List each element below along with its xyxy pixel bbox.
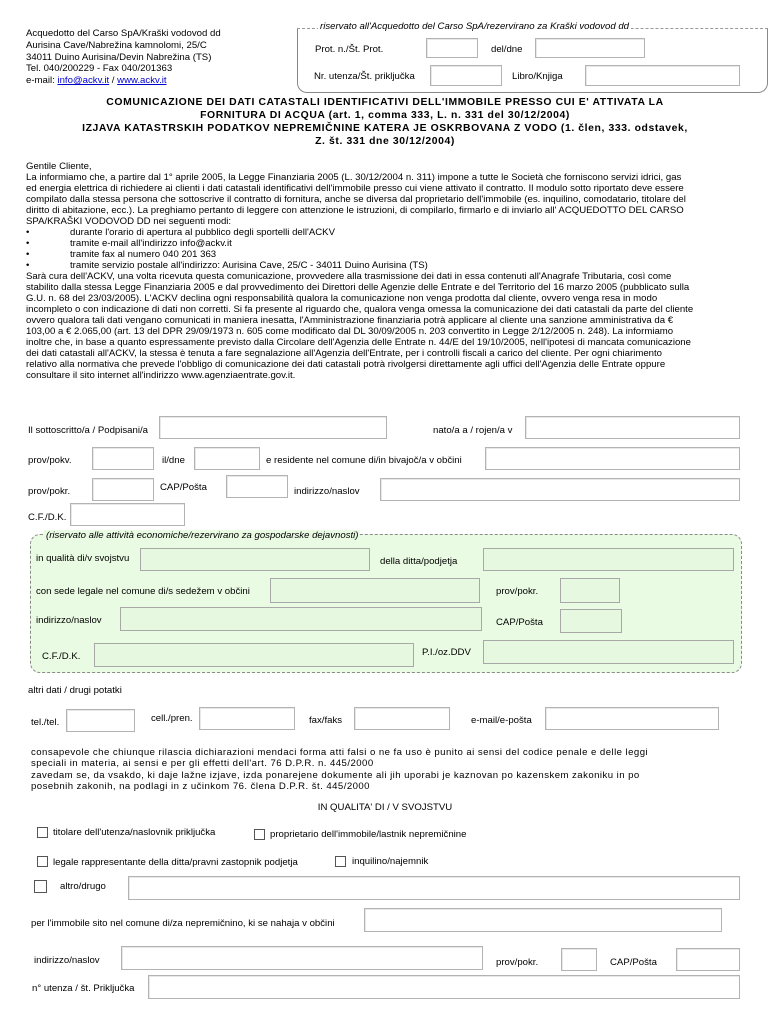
para-line: dei dati catastali all'ACKV, la stessa è tenuta a fare segnalazione all'Agenzia dell'Entrate, per i controlli fiscali a carico del cliente. Per ogni chiarimento	[26, 348, 663, 359]
comune-residenza-field[interactable]	[485, 447, 740, 470]
title-line-1: COMUNICAZIONE DEI DATI CATASTALI IDENTIFICATIVI DELL'IMMOBILE PRESSO CUI E' ATTIVATA LA	[106, 97, 664, 108]
legale-checkbox[interactable]	[37, 856, 48, 867]
website-link[interactable]: www.ackv.it	[117, 75, 167, 86]
cf-field[interactable]	[70, 503, 185, 526]
bullet-item: durante l'orario di apertura al pubblico degli sportelli dell'ACKV	[70, 227, 335, 238]
cap-label: CAP/Pošta	[610, 957, 657, 968]
altro-field[interactable]	[128, 876, 740, 900]
company-name: Acquedotto del Carso SpA/Kraški vodovod dd	[26, 28, 221, 39]
intro-line: compilato dalla stessa persona che sottoscrive il contratto di fornitura, anche se diversa dal proprietario dell'immobile (es. inquilino, comodatario, titolare del	[26, 194, 686, 205]
indirizzo-label: indirizzo/naslov	[294, 486, 360, 497]
inquilino-label: inquilino/najemnik	[352, 856, 429, 867]
altri-label: altri dati / drugi potatki	[28, 685, 122, 696]
company-contacts	[26, 75, 167, 86]
sede-cap-field[interactable]	[560, 609, 622, 633]
intro-line: La informiamo che, a partire dal 1° aprile 2005, la Legge Finanziaria 2005 (L. 30/12/2004 n. 311) impone a tutte le Società che forniscono servizi idrici, gas	[26, 172, 682, 183]
prov-label: prov/pokr.	[28, 486, 71, 497]
indirizzo-field[interactable]	[380, 478, 740, 501]
sede-indirizzo-field[interactable]	[120, 607, 482, 631]
prov-label: prov/pokv.	[28, 455, 72, 466]
declaration-line: posebnih zakonih, na podlagi in z učinkom 76. člena D.P.R. št. 445/2000	[31, 781, 370, 792]
comune-label: per l'immobile sito nel comune di/za nepremičnino, ki se nahaja v občini	[31, 918, 335, 929]
prov-label: prov/pokr.	[496, 957, 539, 968]
intro-line: diritto di abitazione, ecc.). La preghiamo pertanto di leggere con attenzione le istruzioni, di compilarlo, firmarlo e di inviarlo all' ACQUEDOTTO DEL CARSO	[26, 205, 684, 216]
prov-label: prov/pokr.	[496, 586, 539, 597]
bullet: •	[26, 238, 30, 249]
bullet: •	[26, 260, 30, 271]
cap-field[interactable]	[226, 475, 288, 498]
prot-date-field[interactable]	[535, 38, 645, 58]
prov-nascita-field[interactable]	[92, 447, 154, 470]
tel-field[interactable]	[66, 709, 135, 732]
company-phone: Tel. 040/200229 - Fax 040/201363	[26, 63, 173, 74]
declaration-line: consapevole che chiunque rilascia dichiarazioni mendaci forma atti falsi o ne fa uso è punito ai sensi del codice penale e delle leggi	[31, 747, 649, 758]
cf-label: C.F./D.K.	[28, 512, 67, 523]
cap-label: CAP/Pošta	[160, 482, 207, 493]
cap-label: CAP/Pošta	[496, 617, 543, 628]
prov-residenza-field[interactable]	[92, 478, 154, 501]
title-line-3: IZJAVA KATASTRSKIH PODATKOV NEPREMIČNINE KATERA JE OSKRBOVANA Z VODO (1. člen, 333. odstavek,	[82, 123, 688, 134]
para-line: inoltre che, in base a quanto espressamente previsto dalla Circolare dell'Agenzia delle Entrate n. 44/E del 19/10/2005, nell'ipotesi di mancata comunicazione	[26, 337, 691, 348]
company-address: Aurisina Cave/Nabrežina kamnolomi, 25/C	[26, 40, 207, 51]
bullet-item: tramite fax al numero 040 201 363	[70, 249, 217, 260]
ditta-field[interactable]	[483, 548, 734, 571]
para-line: Sarà cura dell'ACKV, una volta ricevuta questa comunicazione, provvedere alla trasmissione dei dati in essa contenuti all'Anagrafe Tributaria, così come	[26, 271, 672, 282]
intro-line: SPA/KRAŠKI VODOVOD DD nei seguenti modi:	[26, 216, 232, 227]
piva-field[interactable]	[483, 640, 734, 664]
company-city: 34011 Duino Aurisina/Devin Nabrežina (TS)	[26, 52, 212, 63]
data-nascita-field[interactable]	[194, 447, 260, 470]
title-line-2: FORNITURA DI ACQUA (art. 1, comma 333, L. n. 331 del 30/12/2004)	[200, 110, 570, 121]
il-label: il/dne	[162, 455, 185, 466]
titolare-label: titolare dell'utenza/naslovnik priključka	[53, 827, 216, 838]
bullet: •	[26, 249, 30, 260]
para-line: stabilito dalla stessa Legge Finanziaria 2005 e dal provvedimento dei Direttori delle Agenzie delle Entrate e del Territorio del 16 marzo 2005 (pubblicato sulla	[26, 282, 690, 293]
inquilino-checkbox[interactable]	[335, 856, 346, 867]
sede-field[interactable]	[270, 578, 480, 603]
sottoscritto-label: Il sottoscritto/a / Podpisani/a	[28, 425, 148, 436]
immobile-prov-field[interactable]	[561, 948, 597, 971]
intro-line: ed energia elettrica di richiedere ai clienti i dati catastali identificativi dell'immobile presso cui viene attivato il contratto. Il modulo sotto riportato deve essere	[26, 183, 684, 194]
libro-field[interactable]	[585, 65, 740, 86]
company-section-title: (riservato alle attività economiche/rezervirano za gospodarske dejavnosti)	[46, 530, 359, 541]
residente-label: e residente nel comune di/in bivajoč/a v občini	[266, 455, 462, 466]
email-field[interactable]	[545, 707, 719, 730]
declaration-line: speciali in materia, ai sensi e per gli effetti dell'art. 76 D.P.R. n. 445/2000	[31, 758, 374, 769]
piva-label: P.I./oz.DDV	[422, 647, 471, 658]
altro-label: altro/drugo	[60, 881, 106, 892]
qualita-heading: IN QUALITA' DI / V SVOJSTVU	[317, 802, 453, 813]
comune-immobile-field[interactable]	[364, 908, 722, 932]
altro-checkbox[interactable]	[34, 880, 47, 893]
immobile-indirizzo-field[interactable]	[121, 946, 483, 970]
greeting: Gentile Cliente,	[26, 161, 92, 172]
titolare-checkbox[interactable]	[37, 827, 48, 838]
cf-label: C.F./D.K.	[42, 651, 81, 662]
nato-field[interactable]	[525, 416, 740, 439]
fax-field[interactable]	[354, 707, 450, 730]
email-sep: /	[109, 75, 118, 86]
reserved-title: riservato all'Acquedotto del Carso SpA/rezervirano za Kraški vodovod dd	[320, 21, 629, 32]
qualita-field[interactable]	[140, 548, 370, 571]
proprietario-checkbox[interactable]	[254, 829, 265, 840]
title-line-4: Z. št. 331 dne 30/12/2004)	[315, 136, 455, 147]
sede-prov-field[interactable]	[560, 578, 620, 603]
tel-label: tel./tel.	[31, 717, 60, 728]
utenza-label: n° utenza / št. Priključka	[32, 983, 135, 994]
sottoscritto-field[interactable]	[159, 416, 387, 439]
qualita-label: in qualità di/v svojstvu	[36, 553, 130, 564]
indirizzo-label: indirizzo/naslov	[36, 615, 102, 626]
email-prefix: e-mail:	[26, 75, 58, 86]
immobile-cap-field[interactable]	[676, 948, 740, 971]
prot-number-field[interactable]	[426, 38, 478, 58]
bullet-item: tramite e-mail all'indirizzo info@ackv.it	[70, 238, 232, 249]
cell-label: cell./pren.	[151, 713, 193, 724]
cell-field[interactable]	[199, 707, 295, 730]
prot-label: Prot. n./Št. Prot.	[315, 44, 384, 55]
bullet: •	[26, 227, 30, 238]
bullet-item: tramite servizio postale all'indirizzo: Aurisina Cave, 25/C - 34011 Duino Aurisina (TS)	[70, 260, 428, 271]
proprietario-label: proprietario dell'immobile/lastnik nepremičnine	[270, 829, 467, 840]
ditta-label: della ditta/podjetja	[380, 556, 458, 567]
legale-label: legale rappresentante della ditta/pravni zastopnik podjetja	[53, 857, 298, 868]
email-link[interactable]: info@ackv.it	[57, 75, 110, 86]
immobile-utenza-field[interactable]	[148, 975, 740, 999]
declaration-line: zavedam se, da vsakdo, ki daje lažne izjave, izda ponarejene dokumente ali jih uporabi je kaznovan po kazenskem zakoniku in po	[31, 770, 640, 781]
nato-label: nato/a a / rojen/a v	[433, 425, 513, 436]
para-line: G.U. n. 68 del 23/03/2005). L'ACKV declina ogni responsabilità qualora la comunicazione non venga prodotta dal cliente, ovvero venga resa in modo	[26, 293, 658, 304]
para-line: ovvero qualora tali dati vengano comunicati in maniera inesatta, l'Amministrazione finanziaria potrà applicare al cliente una sanzione amministrativa da €	[26, 315, 674, 326]
date-label: del/dne	[491, 44, 523, 55]
para-line: consultare il sito internet all'indirizzo www.agenziaentrate.gov.it.	[26, 370, 296, 381]
company-cf-field[interactable]	[94, 643, 414, 667]
indirizzo-label: indirizzo/naslov	[34, 955, 100, 966]
email-label: e-mail/e-pošta	[471, 715, 532, 726]
para-line: incompleto o con indicazione di dati non corretti. Si fa presente al riguardo che, qualora venga omessa la comunicazione dei dati catastali da parte del cliente	[26, 304, 694, 315]
para-line: relativo alla normativa che prevede l'obbligo di comunicazione dei dati catastali potrà rivolgersi direttamente agli uffici dell'Agenzia delle Entrate oppure	[26, 359, 666, 370]
utenza-label: Nr. utenza/Št. priključka	[314, 71, 415, 82]
libro-label: Libro/Knjiga	[512, 71, 563, 82]
utenza-number-field[interactable]	[430, 65, 502, 86]
fax-label: fax/faks	[309, 715, 343, 726]
sede-label: con sede legale nel comune di/s sedežem v občini	[36, 586, 250, 597]
para-line: 103,00 a € 2.065,00 (art. 13 del DPR 29/09/1973 n. 605 come modificato dal DL 30/09/2005 n. 203 convertito in Legge 2/12/2005 n. 248). La informiamo	[26, 326, 674, 337]
